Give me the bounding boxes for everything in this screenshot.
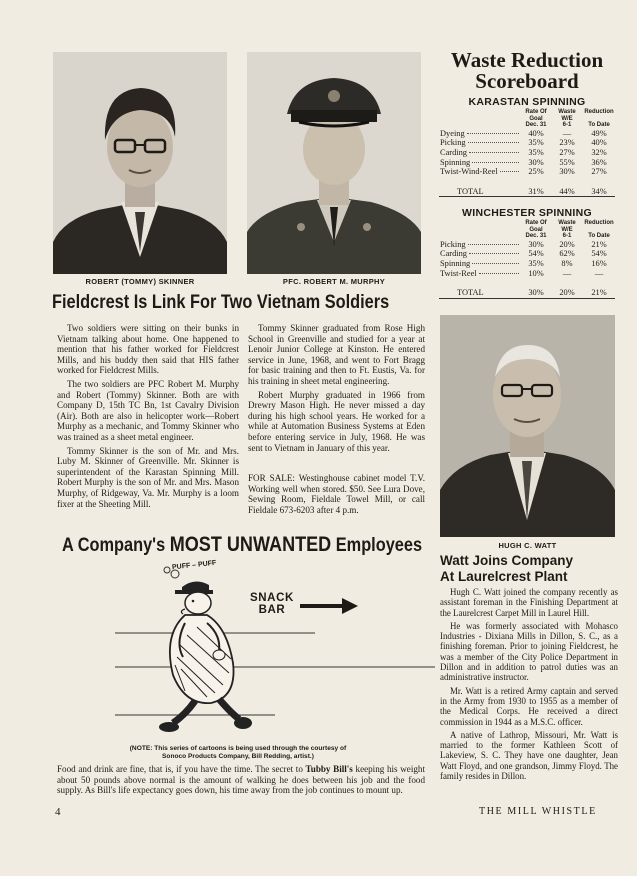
row-label: Picking: [439, 138, 521, 148]
skinner-caption: ROBERT (TOMMY) SKINNER: [85, 277, 195, 286]
goal-cell: 35%: [528, 147, 544, 157]
vietnam-column-2: [248, 323, 425, 456]
cartoon-paragraph: [57, 764, 425, 796]
watt-headline-line-1: Watt Joins Company: [440, 553, 574, 568]
week-ending-cell: 30%: [559, 167, 575, 177]
col-header-we: Waste W/E 6-1: [558, 109, 576, 129]
for-sale-text: FOR SALE: Westinghouse cabinet model T.V. Working well when stored. $50. See Lura Dove, Sewing Room, Fieldale Towel Mill, or call Fieldale 673-6203 after 4 p.m.: [248, 473, 425, 515]
watt-caption: HUGH C. WATT: [498, 541, 557, 550]
week-ending-cell: 20%: [559, 239, 575, 249]
goal-cell: 30%: [528, 239, 544, 249]
to-date-cell: 36%: [591, 157, 607, 167]
week-ending-cell: 8%: [561, 258, 573, 268]
week-ending-cell: —: [562, 128, 572, 138]
total-value: 34%: [591, 186, 607, 196]
leader-dots: [468, 244, 519, 245]
cartoon-headline-pre: A Company's: [62, 535, 170, 556]
snack-bar-line-1: SNACK: [250, 592, 294, 604]
to-date-cell: —: [594, 268, 604, 278]
cartoon-text-pre: Food and drink are fine, that is, if you have the time. The secret to: [57, 764, 306, 774]
row-label: Dyeing: [439, 129, 521, 139]
to-date-cell: 40%: [591, 138, 607, 148]
cartoon-headline: [62, 534, 422, 557]
tubby-bill-illustration: [115, 565, 435, 745]
to-date-cell: 32%: [591, 147, 607, 157]
scoreboard: [436, 50, 618, 92]
paragraph: A native of Lathrop, Missouri, Mr. Watt is married to the former Kathleen Scott of Lakeview, S. C. They have one daughter, Jean Watt Floyd, and one grandson, Jimmy Floyd. The family resides in Dillon.: [440, 729, 618, 782]
total-label: TOTAL: [457, 186, 484, 196]
col-header-todate: Reduction To Date: [584, 109, 614, 129]
total-value: 21%: [591, 288, 607, 298]
watt-photo: [440, 315, 615, 537]
table-row: [439, 129, 615, 139]
table-header-row: [439, 220, 615, 240]
table-header-row: [439, 109, 615, 129]
leader-dots: [469, 253, 519, 254]
to-date-cell: 54%: [591, 249, 607, 259]
cartoon-note: (NOTE: This series of cartoons is being used through the courtesy of Sonoco Products Company, Bill Redding, artist.): [129, 745, 347, 760]
publication-name: THE MILL WHISTLE: [479, 806, 597, 817]
row-label: Carding: [439, 249, 521, 259]
total-value: 31%: [528, 186, 544, 196]
cartoon-headline-post: Employees: [331, 535, 423, 556]
paragraph: Tommy Skinner graduated from Rose High School in Greenville and studied for a year at Lenoir Junior College at Kinston. He entered service in June, 1968, and went to Fort Bragg for basic training and then to Ft. Eustis, Va. for his training in sheet metal engineering.: [248, 323, 425, 386]
total-rule: [439, 197, 615, 198]
goal-cell: 30%: [528, 157, 544, 167]
leader-dots: [467, 133, 519, 134]
paragraph: He was formerly associated with Mohasco Industries - Dixiana Mills in Dillon, S. C., as a finishing foreman. Prior to joining Fieldcrest, he was a member of the City Police Department in Dillon and in addition to patrol duties was an administrative instructor.: [440, 620, 618, 683]
page-number: 4: [55, 806, 63, 818]
table-row: [439, 249, 615, 259]
goal-cell: 35%: [528, 258, 544, 268]
goal-cell: 25%: [528, 167, 544, 177]
table-row: [439, 240, 615, 250]
week-ending-cell: 62%: [559, 249, 575, 259]
table-row: [439, 158, 615, 168]
table-row: [439, 269, 615, 279]
goal-cell: 54%: [528, 249, 544, 259]
skinner-photo: [53, 52, 227, 274]
leader-dots: [500, 171, 519, 172]
paragraph: The two soldiers are PFC Robert M. Murphy and Robert (Tommy) Skinner. Both are with Company D, 15th TC Bn, 1st Cavalry Division (Air). Both are also in helicopter work—Robert Murphy as a mechanic, and Tommy Skinner who was trained as a sheet metal engineer.: [57, 378, 239, 442]
col-header-goal: Rate Of Goal Dec. 31: [525, 220, 547, 240]
col-header-goal: Rate Of Goal Dec. 31: [525, 109, 547, 129]
scoreboard-title-1: Waste Reduction: [450, 48, 604, 72]
to-date-cell: 16%: [591, 258, 607, 268]
table-row: [439, 259, 615, 269]
total-value: 20%: [559, 288, 575, 298]
total-row: [439, 182, 615, 197]
vietnam-headline: Fieldcrest Is Link For Two Vietnam Soldiers: [52, 292, 390, 313]
leader-dots: [472, 162, 519, 163]
leader-dots: [479, 273, 519, 274]
watt-headline: [440, 553, 620, 584]
row-label: Carding: [439, 148, 521, 158]
murphy-caption: PFC. ROBERT M. MURPHY: [282, 277, 386, 286]
week-ending-cell: —: [562, 268, 572, 278]
cartoon-text-post: keeping his weight about 50 pounds above normal is the amount of walking he does between his job and the food supply. As Bill's life expectancy goes down, his time away from the job continues to mount up.: [57, 764, 425, 796]
table-row: [439, 138, 615, 148]
paragraph: Robert Murphy graduated in 1966 from Drewry Mason High. He never missed a day during his high school years. He worked for a while at Automation Business Systems at Eden before entering service in July, 1968. He was sent to Vietnam in January of this year.: [248, 389, 425, 453]
goal-cell: 40%: [528, 128, 544, 138]
karastan-table: [439, 109, 615, 197]
row-label: Spinning: [439, 158, 521, 168]
total-row: [439, 283, 615, 298]
snack-bar-line-2: BAR: [258, 604, 286, 616]
watt-headline-line-2: At Laurelcrest Plant: [440, 568, 568, 584]
vietnam-column-1: [57, 323, 239, 512]
leader-dots: [472, 263, 519, 264]
row-label: Twist-Reel: [439, 269, 521, 279]
murphy-photo: [247, 52, 421, 274]
col-header-todate: Reduction To Date: [584, 220, 614, 240]
table-row: [439, 167, 615, 177]
total-label: TOTAL: [457, 288, 484, 298]
to-date-cell: 21%: [591, 239, 607, 249]
row-label: Twist-Wind-Reel: [439, 167, 521, 177]
cartoon-text: [57, 764, 425, 799]
paragraph: Hugh C. Watt joined the company recently as assistant foreman in the Finishing Department at the Laurelcrest Carpet Mill in Laurel Hill.: [440, 587, 618, 618]
winchester-table: [439, 220, 615, 299]
for-sale-notice: [248, 473, 425, 518]
total-rule: [439, 298, 615, 299]
leader-dots: [468, 142, 519, 143]
table-row: [439, 148, 615, 158]
total-value: 30%: [528, 288, 544, 298]
paragraph: Two soldiers were sitting on their bunks in Vietnam talking about home. One happened to mention that his father worked for Fieldcrest Mills, and his buddy then said that HIS father worked for Fieldcrest Mills.: [57, 323, 239, 376]
goal-cell: 10%: [528, 268, 544, 278]
week-ending-cell: 27%: [559, 147, 575, 157]
leader-dots: [469, 152, 519, 153]
to-date-cell: 27%: [591, 167, 607, 177]
cartoon-headline-emphasis: MOST UNWANTED: [169, 533, 332, 556]
goal-cell: 35%: [528, 138, 544, 148]
paragraph: Tommy Skinner is the son of Mr. and Mrs. Luby M. Skinner of Greenville. Mr. Skinner is superintendent of the Karastan Spinning Mill. Robert Murphy is the son of Mr. and Mrs. Mason Murphy, of Ridgeway, Va. Mr. Murphy is a loom fixer at the Sheeting Mill.: [57, 445, 239, 509]
week-ending-cell: 55%: [559, 157, 575, 167]
watt-article: [440, 587, 618, 784]
total-value: 44%: [559, 186, 575, 196]
row-label: Picking: [439, 240, 521, 250]
week-ending-cell: 23%: [559, 138, 575, 148]
scoreboard-title-2: Scoreboard: [475, 69, 579, 93]
cartoon-puff-label: PUFF – PUFF: [171, 559, 217, 572]
tubby-bill-name: Tubby Bill's: [305, 764, 353, 774]
karastan-heading: KARASTAN SPINNING: [468, 96, 586, 108]
winchester-heading: WINCHESTER SPINNING: [462, 207, 592, 219]
row-label: Spinning: [439, 259, 521, 269]
col-header-we: Waste W/E 6-1: [558, 220, 576, 240]
paragraph: Mr. Watt is a retired Army captain and served in the Army from 1930 to 1955 as a member of the Medical Corps. He received a direct commission in 1944 as a M.S.C. officer.: [440, 685, 618, 727]
to-date-cell: 49%: [591, 128, 607, 138]
